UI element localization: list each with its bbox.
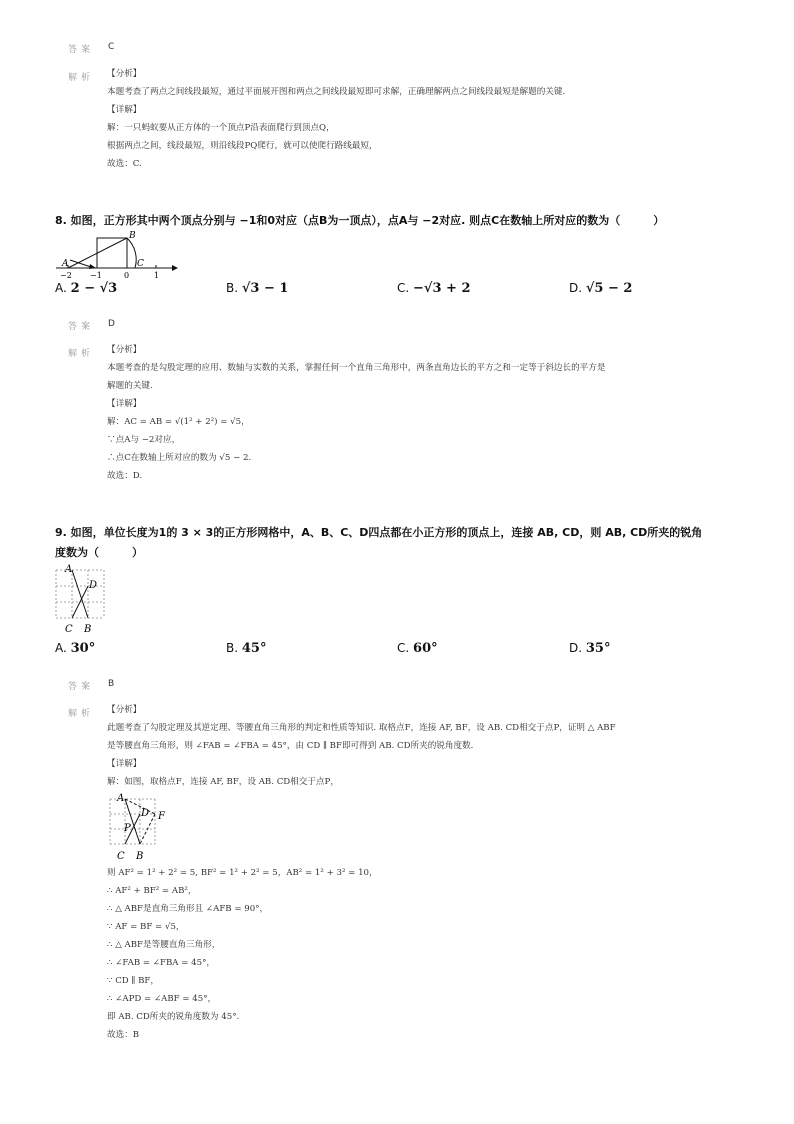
analysis-line: ∴点C在数轴上所对应的数为 √5 − 2. — [107, 453, 252, 463]
analysis-line: ∵ AF = BF = √5， — [107, 922, 185, 932]
answer-value: D — [108, 319, 115, 329]
label-a: A — [117, 793, 125, 804]
analysis-line: ∴ △ ABF是直角三角形且 ∠AFB = 90°， — [107, 904, 269, 914]
analysis-tag: 解析 — [68, 73, 95, 83]
analysis-line: 本题考查了两点之间线段最短，通过平面展开图和两点之间线段最短即可求解，正确理解两点之间线段最短是解题的关键. — [107, 87, 566, 97]
analysis-line: ∵点A与 −2对应， — [107, 435, 181, 445]
tick-label: −1 — [90, 271, 102, 280]
analysis-line: 本题考查的是勾股定理的应用、数轴与实数的关系，掌握任何一个直角三角形中，两条直角边长的平方之和一定等于斜边长的平方是 — [107, 363, 606, 373]
analysis-line: 【详解】 — [107, 759, 142, 769]
label-c: C — [117, 851, 125, 862]
analysis-line: 【分析】 — [107, 705, 142, 715]
option-b[interactable]: B. 45° — [226, 641, 267, 656]
analysis-line: 【分析】 — [107, 69, 142, 79]
analysis-line: 【分析】 — [107, 345, 142, 355]
question-8-stem: 8. 如图，正方形其中两个顶点分别与 −1和0对应（点B为一顶点），点A与 −2对应. 则点C在数轴上所对应的数为（ ） — [55, 214, 665, 227]
question-9-stem-cont: 度数为（ ） — [55, 546, 143, 559]
grid-figure — [52, 562, 112, 638]
option-d[interactable]: D. 35° — [569, 641, 611, 656]
analysis-line: 是等腰直角三角形，则 ∠FAB = ∠FBA = 45°，由 CD ∥ BF即可得到 AB. CD所夹的锐角度数. — [107, 741, 474, 751]
tick-label: 1 — [154, 271, 160, 280]
label-b: B — [136, 851, 144, 862]
analysis-line: 此题考查了勾股定理及其逆定理、等腰直角三角形的判定和性质等知识. 取格点F，连接 AF, BF，设 AB. CD相交于点P，证明 △ ABF — [107, 723, 616, 733]
question-9-stem: 9. 如图，单位长度为1的 3 × 3的正方形网格中，A、B、C、D四点都在小正方形的顶点上，连接 AB, CD，则 AB, CD所夹的锐角 — [55, 526, 703, 539]
analysis-line: ∵ CD ∥ BF， — [107, 976, 159, 986]
arrow-head-icon — [172, 265, 178, 271]
label-a: A — [65, 564, 73, 575]
label-d: D — [141, 808, 150, 819]
analysis-line: 故选：D. — [107, 471, 143, 481]
solution-grid-figure — [104, 791, 174, 865]
label-c: C — [137, 259, 144, 269]
analysis-tag: 解析 — [68, 349, 95, 359]
analysis-line: ∴ ∠APD = ∠ABF = 45°， — [107, 994, 217, 1004]
segment-ab — [72, 570, 88, 618]
answer-value: B — [108, 679, 115, 689]
analysis-line: 【详解】 — [107, 105, 142, 115]
label-a: A — [62, 259, 69, 269]
analysis-line: 解：AC = AB = √(1² + 2²) = √5， — [107, 417, 250, 427]
tick-label: 0 — [124, 271, 130, 280]
label-p: P — [124, 823, 131, 834]
option-a[interactable]: A. 2 − √3 — [55, 281, 118, 296]
option-a[interactable]: A. 30° — [55, 641, 96, 656]
label-f: F — [158, 811, 165, 822]
answer-tag: 答案 — [68, 322, 95, 332]
analysis-line: 解：如图，取格点F，连接 AF, BF，设 AB. CD相交于点P， — [107, 777, 339, 787]
analysis-line: 即 AB. CD所夹的锐角度数为 45°. — [107, 1012, 240, 1022]
analysis-line: 故选：B — [107, 1030, 140, 1040]
analysis-line: ∴ ∠FAB = ∠FBA = 45°， — [107, 958, 215, 968]
option-d[interactable]: D. √5 − 2 — [569, 281, 633, 296]
analysis-line: ∴ AF² + BF² = AB²， — [107, 886, 197, 896]
analysis-line: 解：一只蚂蚁要从正方体的一个顶点P沿表面爬行到顶点Q， — [107, 123, 335, 133]
option-c[interactable]: C. 60° — [397, 641, 438, 656]
answer-tag: 答案 — [68, 682, 95, 692]
label-b: B — [129, 231, 136, 241]
analysis-line: 故选：C. — [107, 159, 142, 169]
tick-label: −2 — [60, 271, 72, 280]
answer-tag: 答案 — [68, 45, 95, 55]
label-d: D — [89, 580, 98, 591]
label-c: C — [65, 624, 73, 635]
arc-bc — [127, 238, 136, 268]
square — [97, 238, 127, 268]
analysis-line: ∴ △ ABF是等腰直角三角形， — [107, 940, 221, 950]
analysis-line: 【详解】 — [107, 399, 142, 409]
label-b: B — [84, 624, 92, 635]
segment-ab — [125, 799, 140, 844]
option-b[interactable]: B. √3 − 1 — [226, 281, 289, 296]
analysis-line: 根据两点之间，线段最短，则沿线段PQ爬行，就可以使爬行路线最短， — [107, 141, 378, 151]
analysis-line: 解题的关键. — [107, 381, 153, 391]
number-line-figure — [52, 226, 182, 280]
analysis-tag: 解析 — [68, 709, 95, 719]
analysis-line: 则 AF² = 1² + 2² = 5, BF² = 1² + 2² = 5，AB² = 1² + 3² = 10， — [107, 868, 378, 878]
answer-value: C — [108, 42, 115, 52]
option-c[interactable]: C. −√3 + 2 — [397, 281, 471, 296]
